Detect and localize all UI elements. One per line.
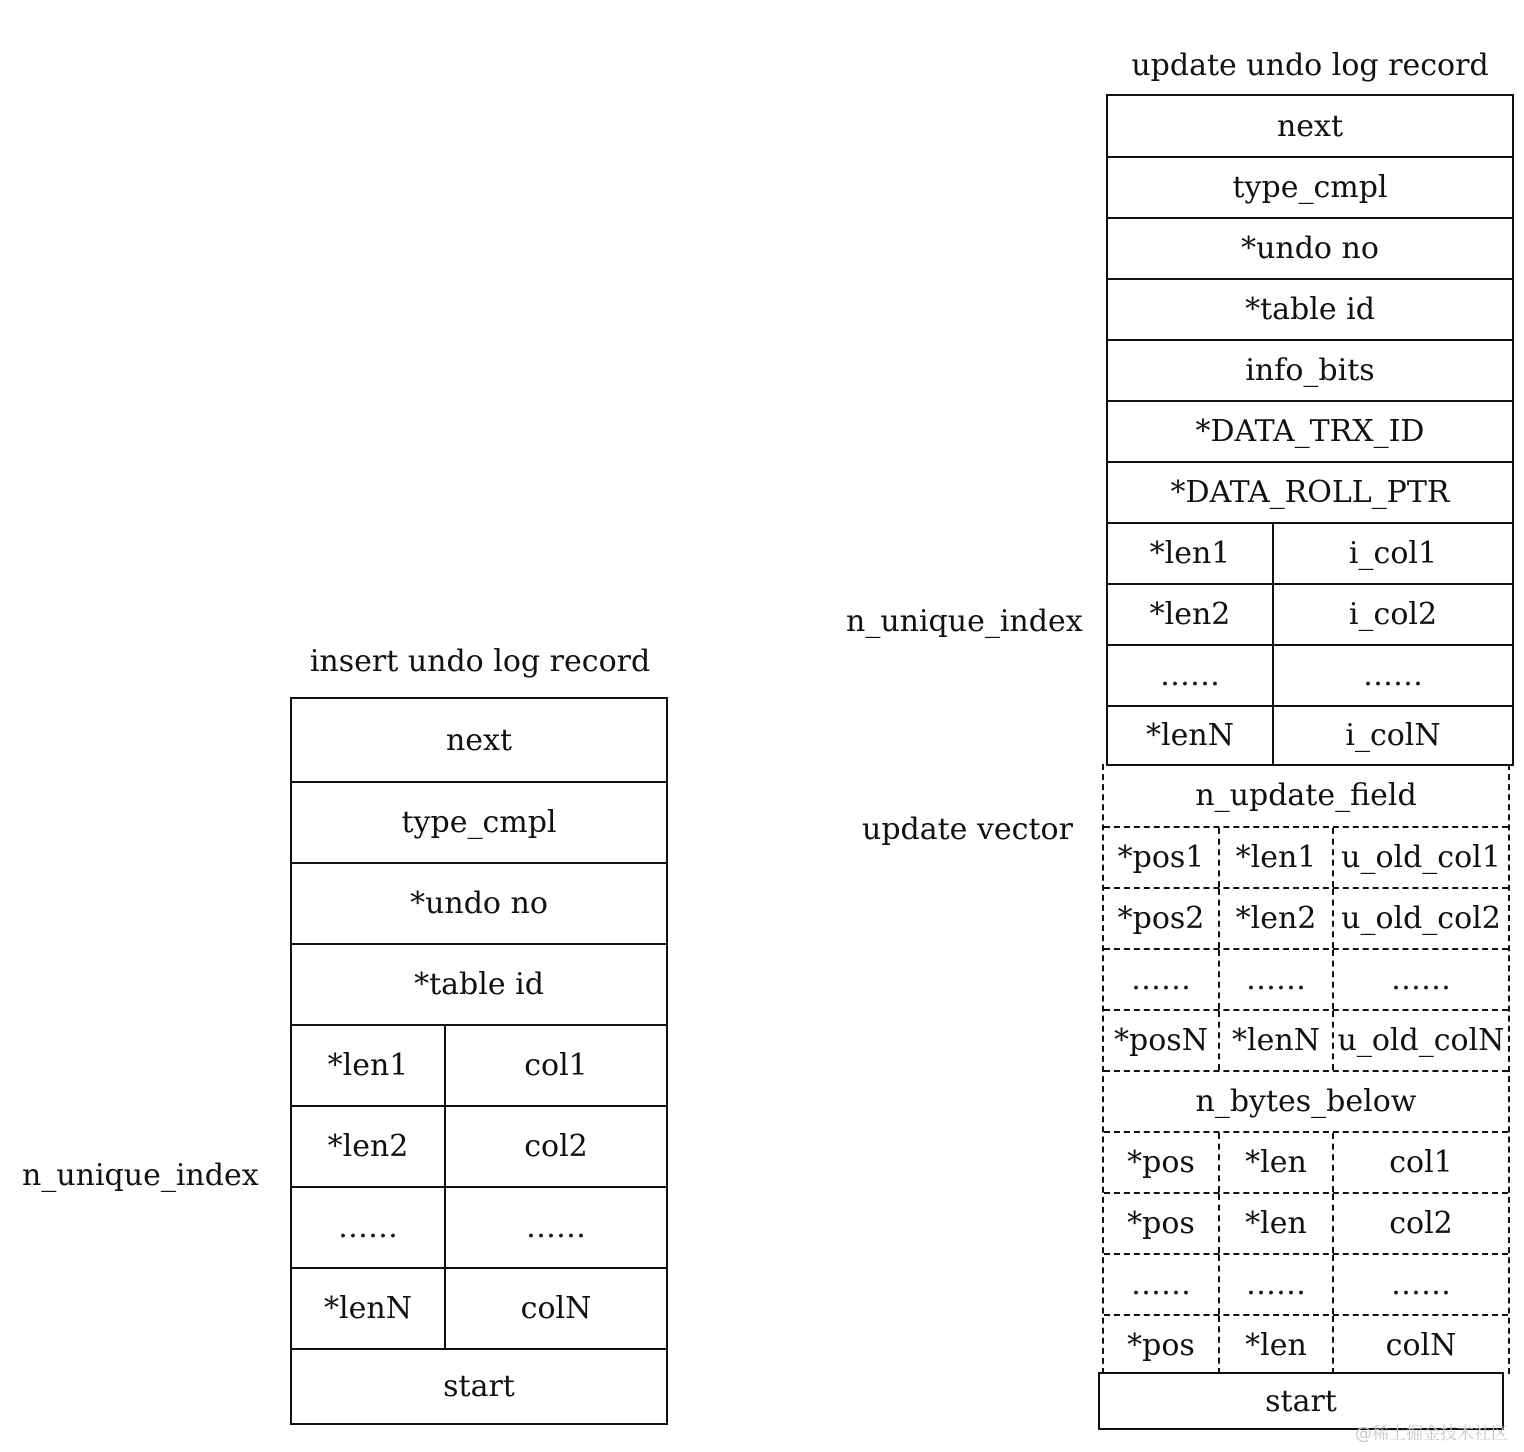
insert-column-row [292,1024,666,1105]
below-col-cell: col1 [1332,1133,1508,1192]
update-len-cell: *len1 [1218,828,1332,887]
insert-undo-record-box [290,697,668,1425]
insert-table-id-field [292,943,666,1024]
below-row [1104,1253,1508,1314]
update-header-field [1108,156,1512,217]
n-update-field-row [1104,764,1508,826]
below-row [1104,1314,1508,1374]
update-unique-col-cell: i_col1 [1272,524,1512,583]
update-header-field [1108,400,1512,461]
below-len-cell: …… [1218,1255,1332,1314]
update-start-label: start [1265,1383,1337,1419]
update-record-solid-box [1106,94,1514,766]
insert-type-cmpl-field [292,781,666,862]
n-bytes-below-row [1104,1070,1508,1131]
update-old-col-cell: u_old_colN [1332,1011,1508,1070]
update-vector-label: update vector [862,812,1073,847]
update-header-field [1108,339,1512,400]
below-col-cell: colN [1332,1316,1508,1374]
update-header-field [1108,96,1512,156]
below-len-cell: *len [1218,1316,1332,1374]
update-unique-col-cell: …… [1272,646,1512,705]
update-len-cell: *lenN [1218,1011,1332,1070]
update-vector-row [1104,948,1508,1009]
insert-len-cell: …… [338,1210,398,1245]
update-unique-len-cell: …… [1160,658,1220,693]
update-unique-row [1108,583,1512,644]
below-pos-cell: *pos [1127,1327,1195,1363]
insert-column-row [292,1267,666,1348]
update-header-field [1108,217,1512,278]
n-update-field-label: n_update_field [1195,777,1417,813]
update-vector-row [1104,826,1508,887]
insert-next-label: next [445,722,513,758]
update-n-unique-index-label: n_unique_index [846,604,1083,639]
update-vector-row [1104,1009,1508,1070]
update-pos-cell: …… [1131,962,1191,997]
update-header-label: *table id [1245,292,1375,327]
update-unique-col-cell: i_colN [1272,707,1512,764]
insert-column-row [292,1105,666,1186]
insert-len-cell: *len2 [327,1129,409,1164]
insert-col-cell: …… [444,1188,666,1267]
update-pos-cell: *pos1 [1117,840,1205,875]
below-pos-cell: *pos [1127,1206,1195,1241]
insert-col-cell: colN [444,1269,666,1348]
insert-len-cell: *len1 [327,1048,409,1083]
update-unique-row [1108,522,1512,583]
insert-start-label: start [443,1369,515,1404]
update-unique-col-cell: i_col2 [1272,585,1512,644]
update-vector-dashed-box [1102,764,1510,1374]
update-header-label: next [1276,108,1344,144]
insert-undo-no-label: *undo no [410,886,548,921]
insert-table-id-label: *table id [414,967,544,1002]
update-header-field [1108,461,1512,522]
update-header-label: *DATA_TRX_ID [1195,414,1425,449]
update-record-title: update undo log record [1131,48,1489,83]
below-len-cell: *len [1218,1194,1332,1253]
update-unique-row [1108,705,1512,764]
insert-start-field [292,1348,666,1423]
below-row [1104,1192,1508,1253]
update-header-field [1108,278,1512,339]
update-vector-row [1104,887,1508,948]
below-pos-cell: *pos [1127,1145,1195,1180]
update-unique-row [1108,644,1512,705]
update-old-col-cell: u_old_col2 [1332,889,1508,948]
below-row [1104,1131,1508,1192]
update-header-label: *DATA_ROLL_PTR [1170,475,1450,510]
below-len-cell: *len [1218,1133,1332,1192]
update-old-col-cell: …… [1332,950,1508,1009]
below-pos-cell: …… [1131,1267,1191,1302]
insert-n-unique-index-label: n_unique_index [22,1158,259,1193]
below-col-cell: col2 [1332,1194,1508,1253]
update-unique-len-cell: *len1 [1149,536,1231,571]
insert-next-field [292,699,666,781]
update-old-col-cell: u_old_col1 [1332,828,1508,887]
update-header-label: info_bits [1245,353,1375,388]
below-col-cell: …… [1332,1255,1508,1314]
update-len-cell: *len2 [1218,889,1332,948]
insert-col-cell: col2 [444,1107,666,1186]
update-unique-len-cell: *lenN [1146,718,1234,753]
update-header-label: *undo no [1241,231,1379,266]
insert-len-cell: *lenN [324,1291,412,1326]
insert-column-row [292,1186,666,1267]
insert-undo-no-field [292,862,666,943]
update-header-label: type_cmpl [1232,170,1388,205]
update-pos-cell: *posN [1114,1023,1208,1058]
insert-col-cell: col1 [444,1026,666,1105]
n-bytes-below-label: n_bytes_below [1195,1084,1417,1119]
update-unique-len-cell: *len2 [1149,597,1231,632]
insert-record-title: insert undo log record [309,644,651,679]
watermark: @稀土掘金技术社区 [1355,1424,1508,1444]
insert-type-cmpl-label: type_cmpl [401,805,557,840]
update-pos-cell: *pos2 [1117,901,1205,936]
update-len-cell: …… [1218,950,1332,1009]
